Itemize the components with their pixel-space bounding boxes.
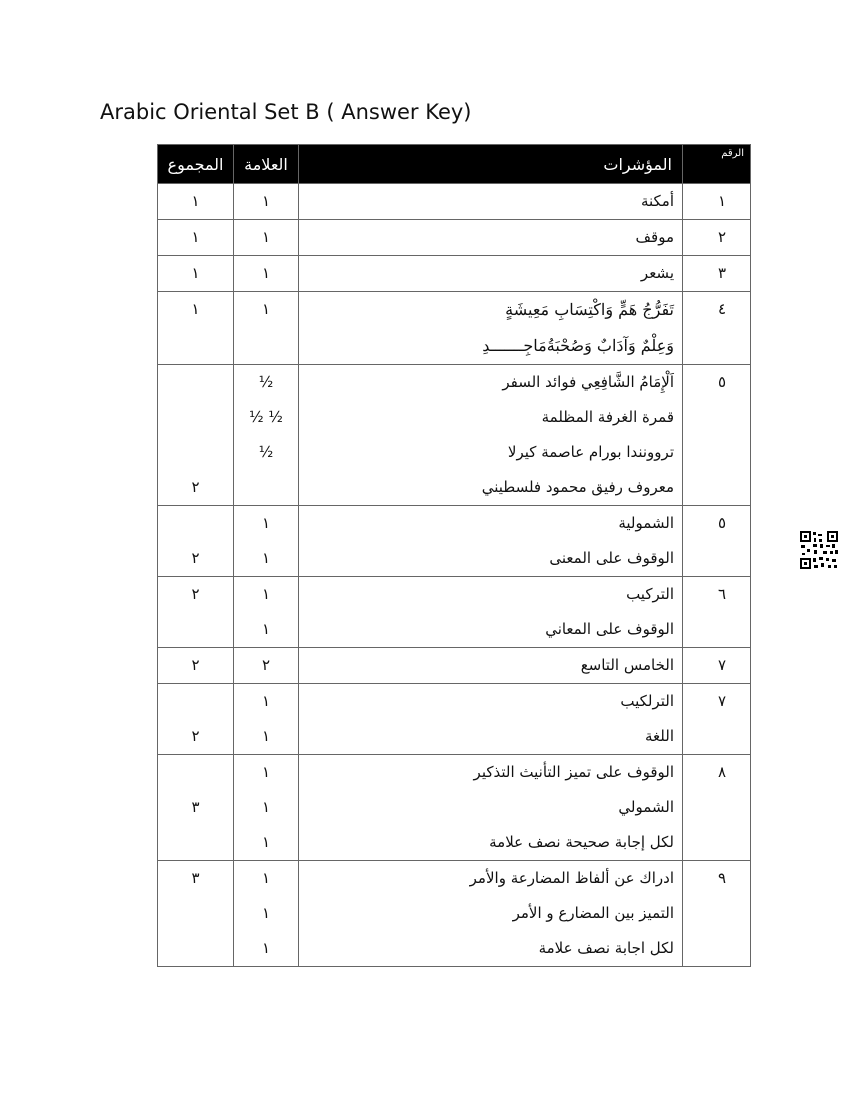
indicator-cell: [299, 577, 683, 648]
number-cell: [683, 506, 751, 577]
indicator-cell-line: الترلكيب: [620, 692, 674, 710]
total-cell-line: [158, 684, 233, 719]
total-cell-line: [158, 400, 233, 435]
indicator-cell: [299, 684, 683, 755]
number-cell-line: ٥: [717, 514, 726, 532]
document-title: Arabic Oriental Set B ( Answer Key): [100, 100, 472, 124]
total-cell-line: [158, 506, 233, 541]
table-row: [158, 184, 751, 220]
mark-cell-line: ١: [261, 549, 271, 567]
total-cell-line: ١: [191, 300, 200, 318]
total-cell: [158, 292, 234, 365]
mark-cell-line: ١: [261, 585, 271, 603]
table-row: [158, 256, 751, 292]
mark-cell-line: ١: [261, 833, 271, 851]
mark-cell-line: ١: [261, 692, 271, 710]
number-cell-line: ٦: [717, 585, 726, 603]
indicator-cell-line: أمكنة: [640, 192, 674, 210]
total-cell: [158, 184, 234, 220]
total-cell: [158, 577, 234, 648]
header-mark: العلامة: [234, 145, 299, 184]
number-cell-line: ٢: [717, 228, 726, 246]
indicator-cell-line: موقف: [635, 228, 674, 246]
indicator-cell-line: الوقوف على تميز التأنيث التذكير: [473, 763, 674, 781]
number-cell-line: [683, 470, 750, 505]
qr-code: [799, 530, 839, 570]
table-row: [158, 365, 751, 506]
mark-cell-line: ½: [258, 443, 274, 461]
indicator-cell-line: الشمولية: [618, 514, 674, 532]
indicator-cell: [299, 184, 683, 220]
total-cell-line: ٢: [191, 656, 200, 674]
mark-cell: [234, 184, 299, 220]
number-cell-line: ٣: [717, 264, 726, 282]
number-cell: [683, 577, 751, 648]
table-row: [158, 292, 751, 365]
number-cell-line: ٤: [717, 300, 726, 318]
header-indicators: المؤشرات: [299, 145, 683, 184]
mark-cell: [234, 684, 299, 755]
mark-cell-line: ١: [261, 727, 271, 745]
mark-cell-line: ١: [261, 228, 271, 246]
indicator-cell-line: قمرة الغرفة المظلمة: [541, 408, 674, 426]
table-row: [158, 220, 751, 256]
table-row: [158, 684, 751, 755]
total-cell-line: ٣: [191, 798, 200, 816]
number-cell: [683, 755, 751, 861]
number-cell: [683, 648, 751, 684]
mark-cell-line: ١: [261, 869, 271, 887]
indicator-cell-line: معروف رفيق محمود فلسطيني: [481, 478, 674, 496]
total-cell: [158, 506, 234, 577]
number-cell-line: ٥: [717, 373, 726, 391]
indicator-cell-line: اللغة: [645, 727, 674, 745]
mark-cell-line: ١: [261, 300, 271, 318]
total-cell-line: ٢: [191, 727, 200, 745]
indicator-cell-line: الوقوف على المعنى: [549, 549, 674, 567]
total-cell-line: [158, 755, 233, 790]
header-number: الرقم: [683, 145, 751, 184]
indicator-cell: [299, 220, 683, 256]
total-cell: [158, 684, 234, 755]
number-cell-line: ٧: [717, 656, 726, 674]
total-cell-line: ٢: [191, 585, 200, 603]
number-cell-line: ٧: [717, 692, 726, 710]
indicator-cell: [299, 755, 683, 861]
mark-cell-line: ١: [261, 620, 271, 638]
table-row: [158, 755, 751, 861]
table-row: [158, 506, 751, 577]
number-cell-line: [683, 825, 750, 860]
number-cell-line: [683, 790, 750, 825]
mark-cell-line: ٢: [261, 656, 271, 674]
total-cell-line: ١: [191, 228, 200, 246]
number-cell-line: ٨: [717, 763, 726, 781]
table-row: [158, 577, 751, 648]
mark-cell-line: ½ ½: [249, 408, 283, 426]
mark-cell-line: ١: [261, 192, 271, 210]
mark-cell-line: ١: [261, 939, 271, 957]
mark-cell: [234, 577, 299, 648]
number-cell-line: [683, 541, 750, 576]
indicator-cell-line: وَعِلْمٌ وَآدَابٌ وَصُحْبَةُمَاجِـــــــدِ: [482, 336, 674, 355]
table-header-row: [158, 145, 751, 184]
indicator-cell-line: لكل إجابة صحيحة نصف علامة: [489, 833, 674, 851]
total-cell-line: ١: [191, 264, 200, 282]
number-cell-line: [683, 719, 750, 754]
total-cell-line: ٢: [191, 478, 200, 496]
answer-key-table: [157, 144, 751, 967]
indicator-cell-line: الخامس التاسع: [580, 656, 674, 674]
total-cell-line: [158, 931, 233, 966]
mark-cell: [234, 256, 299, 292]
indicator-cell: [299, 256, 683, 292]
number-cell-line: [683, 931, 750, 966]
number-cell-line: [683, 896, 750, 931]
total-cell-line: [158, 435, 233, 470]
mark-cell-line: ١: [261, 514, 271, 532]
indicator-cell: [299, 648, 683, 684]
mark-cell: [234, 506, 299, 577]
table-row: [158, 861, 751, 967]
table-row: [158, 648, 751, 684]
total-cell: [158, 861, 234, 967]
indicator-cell: [299, 365, 683, 506]
indicator-cell-line: تَفَرُّجُ هَمٍّ وَاكْتِسَابِ مَعِيشَةٍ: [505, 300, 674, 319]
number-cell-line: [683, 612, 750, 647]
number-cell-line: ٩: [717, 869, 726, 887]
number-cell: [683, 220, 751, 256]
mark-cell-line: [234, 470, 298, 505]
mark-cell-line: [234, 327, 298, 362]
total-cell-line: ٣: [191, 869, 200, 887]
number-cell-line: [683, 435, 750, 470]
total-cell-line: [158, 612, 233, 647]
number-cell: [683, 292, 751, 365]
mark-cell: [234, 755, 299, 861]
mark-cell: [234, 365, 299, 506]
mark-cell: [234, 648, 299, 684]
total-cell: [158, 220, 234, 256]
indicator-cell-line: لكل اجابة نصف علامة: [538, 939, 674, 957]
total-cell: [158, 755, 234, 861]
mark-cell-line: ١: [261, 264, 271, 282]
mark-cell-line: ١: [261, 904, 271, 922]
total-cell-line: [158, 365, 233, 400]
indicator-cell-line: التركيب: [626, 585, 674, 603]
indicator-cell: [299, 861, 683, 967]
header-total: المجموع: [158, 145, 234, 184]
indicator-cell-line: ادراك عن ألفاظ المضارعة والأمر: [469, 869, 674, 887]
number-cell: [683, 684, 751, 755]
mark-cell-line: ١: [261, 798, 271, 816]
mark-cell: [234, 861, 299, 967]
number-cell: [683, 256, 751, 292]
mark-cell: [234, 292, 299, 365]
indicator-cell-line: الوقوف على المعاني: [545, 620, 674, 638]
mark-cell-line: ½: [258, 373, 274, 391]
indicator-cell: [299, 292, 683, 365]
number-cell: [683, 184, 751, 220]
indicator-cell-line: التميز بين المضارع و الأمر: [512, 904, 674, 922]
total-cell-line: [158, 327, 233, 362]
number-cell: [683, 365, 751, 506]
total-cell: [158, 648, 234, 684]
mark-cell: [234, 220, 299, 256]
total-cell-line: [158, 825, 233, 860]
indicator-cell-line: يشعر: [640, 264, 674, 282]
total-cell-line: ١: [191, 192, 200, 210]
number-cell: [683, 861, 751, 967]
total-cell: [158, 256, 234, 292]
total-cell-line: ٢: [191, 549, 200, 567]
total-cell-line: [158, 896, 233, 931]
number-cell-line: [683, 400, 750, 435]
number-cell-line: ١: [717, 192, 726, 210]
indicator-cell: [299, 506, 683, 577]
mark-cell-line: ١: [261, 763, 271, 781]
indicator-cell-line: اَلْإِمَامُ الشَّافِعِي فوائد السفر: [502, 373, 674, 391]
indicator-cell-line: تروونندا بورام عاصمة كيرلا: [507, 443, 674, 461]
total-cell: [158, 365, 234, 506]
indicator-cell-line: الشمولي: [618, 798, 674, 816]
